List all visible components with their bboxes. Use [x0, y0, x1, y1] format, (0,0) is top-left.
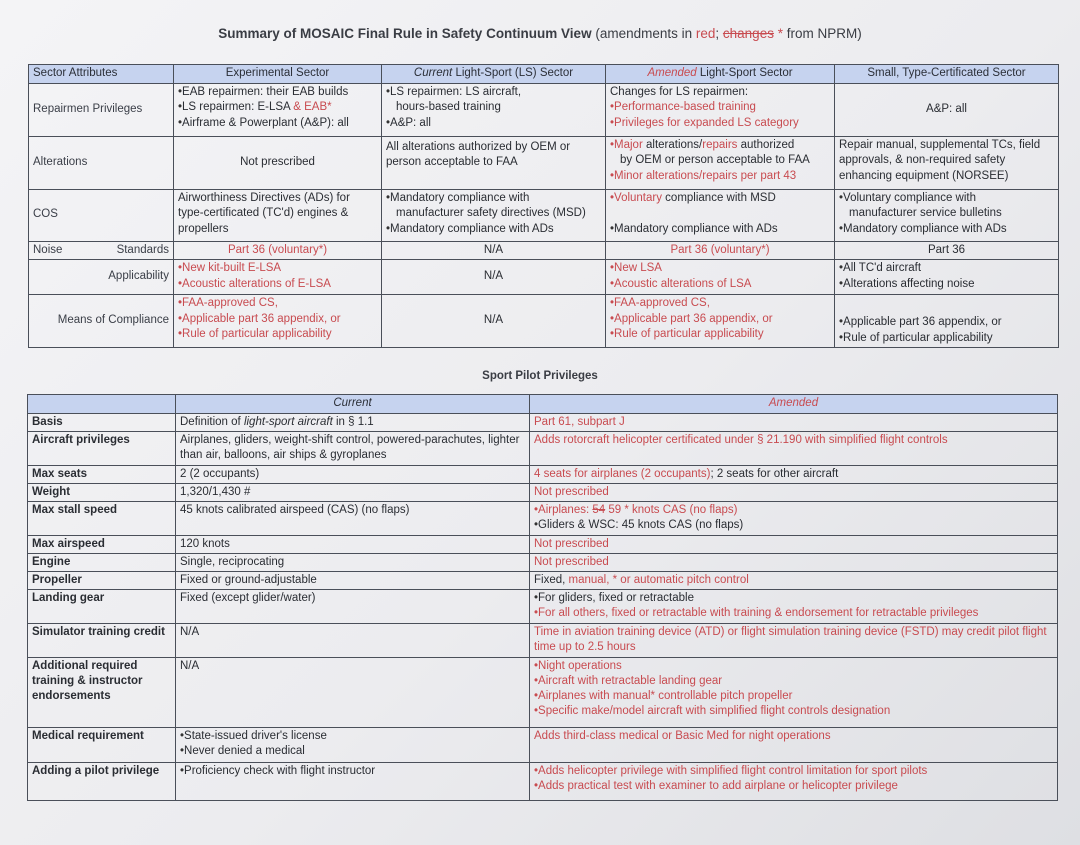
cell: Part 36 (voluntary*): [174, 241, 382, 260]
cell: • State-issued driver's license • Never denied a medical: [176, 727, 530, 762]
header-current-ls: Current Light-Sport (LS) Sector: [382, 65, 606, 84]
cell: • FAA-approved CS, • Applicable part 36 appendix, or • Rule of particular applicability: [606, 295, 835, 348]
row-label-cos: COS: [29, 189, 174, 241]
header-experimental: Experimental Sector: [174, 65, 382, 84]
row-label-noise-standards: Noise Standards: [29, 241, 174, 260]
cell: • Proficiency check with flight instructor: [176, 762, 530, 800]
cell: N/A: [382, 295, 606, 348]
cell: • Major alterations/repairs authorized by OEM or person acceptable to FAA • Minor alterations/repairs per part 43: [606, 136, 835, 189]
header-small-tc: Small, Type-Certificated Sector: [835, 65, 1059, 84]
cell: 4 seats for airplanes (2 occupants); 2 seats for other aircraft: [530, 465, 1058, 483]
table-row: [29, 295, 1059, 348]
table-row: [28, 623, 1058, 657]
cell: Changes for LS repairmen: • Performance-based training • Privileges for expanded LS category: [606, 83, 835, 136]
table-row: [28, 657, 1058, 727]
cell: N/A: [176, 623, 530, 657]
cell: Not prescribed: [530, 483, 1058, 501]
row-label-applicability: Applicability: [29, 260, 174, 295]
header-amended-ls: Amended Light-Sport Sector: [606, 65, 835, 84]
cell: Fixed (except glider/water): [176, 589, 530, 623]
table-row: [28, 535, 1058, 553]
table-row: [28, 413, 1058, 431]
row-label: Simulator training credit: [28, 623, 176, 657]
row-label: Max airspeed: [28, 535, 176, 553]
table-row: [28, 571, 1058, 589]
table-row: [28, 431, 1058, 465]
cell: 2 (2 occupants): [176, 465, 530, 483]
cell: Part 36 (voluntary*): [606, 241, 835, 260]
row-label: Propeller: [28, 571, 176, 589]
cell: 1,320/1,430 #: [176, 483, 530, 501]
cell: • New kit-built E-LSA • Acoustic alterations of E-LSA: [174, 260, 382, 295]
cell: Adds rotorcraft helicopter certificated under § 21.190 with simplified flight controls: [530, 431, 1058, 465]
cell: • Voluntary compliance with MSD • Mandatory compliance with ADs: [606, 189, 835, 241]
cell: 120 knots: [176, 535, 530, 553]
row-label: Landing gear: [28, 589, 176, 623]
cell: • FAA-approved CS, • Applicable part 36 appendix, or • Rule of particular applicability: [174, 295, 382, 348]
table-row: [28, 589, 1058, 623]
cell: Not prescribed: [530, 553, 1058, 571]
section-title: Sport Pilot Privileges: [482, 370, 598, 382]
row-label-means-of-compliance: Means of Compliance: [29, 295, 174, 348]
row-label: Max stall speed: [28, 501, 176, 535]
table-row: [29, 83, 1059, 136]
cell: Adds third-class medical or Basic Med for night operations: [530, 727, 1058, 762]
table-row: [28, 465, 1058, 483]
table-row: [29, 241, 1059, 260]
cell: • For gliders, fixed or retractable • For all others, fixed or retractable with training & endorsement for retractable privileges: [530, 589, 1058, 623]
row-label-alterations: Alterations: [29, 136, 174, 189]
table-row: [28, 553, 1058, 571]
cell: Part 36: [835, 241, 1059, 260]
row-label: Additional required training & instructor endorsements: [28, 657, 176, 727]
cell: Not prescribed: [174, 136, 382, 189]
row-label: Engine: [28, 553, 176, 571]
table-row: [28, 762, 1058, 800]
cell: • Mandatory compliance with manufacturer safety directives (MSD) • Mandatory compliance with ADs: [382, 189, 606, 241]
cell: 45 knots calibrated airspeed (CAS) (no flaps): [176, 501, 530, 535]
cell: • New LSA • Acoustic alterations of LSA: [606, 260, 835, 295]
cell: Fixed or ground-adjustable: [176, 571, 530, 589]
cell: Definition of light-sport aircraft in § 1.1: [176, 413, 530, 431]
table-header-row: [29, 65, 1059, 84]
cell: Repair manual, supplemental TCs, field approvals, & non-required safety enhancing equipment (NORSEE): [835, 136, 1059, 189]
cell: Single, reciprocating: [176, 553, 530, 571]
cell: Not prescribed: [530, 535, 1058, 553]
cell: N/A: [176, 657, 530, 727]
document-title: Summary of MOSAIC Final Rule in Safety Continuum View (amendments in red; changes * from NPRM): [218, 26, 862, 41]
sport-pilot-table: [27, 394, 1058, 801]
row-label: Medical requirement: [28, 727, 176, 762]
cell: N/A: [382, 241, 606, 260]
table-header-row: [28, 395, 1058, 414]
table-row: [28, 727, 1058, 762]
cell: Fixed, manual, * or automatic pitch control: [530, 571, 1058, 589]
cell: Part 61, subpart J: [530, 413, 1058, 431]
header-blank: [28, 395, 176, 414]
cell: • LS repairmen: LS aircraft, hours-based training • A&P: all: [382, 83, 606, 136]
row-label: Weight: [28, 483, 176, 501]
cell: Time in aviation training device (ATD) or flight simulation training device (FSTD) may credit pilot flight time up to 2.5 hours: [530, 623, 1058, 657]
cell: Airworthiness Directives (ADs) for type-certificated (TC'd) engines & propellers: [174, 189, 382, 241]
cell: Airplanes, gliders, weight-shift control, powered-parachutes, lighter than air, balloons, air ships & gyroplanes: [176, 431, 530, 465]
row-label: Max seats: [28, 465, 176, 483]
table-row: [29, 189, 1059, 241]
table-row: [29, 136, 1059, 189]
safety-continuum-table: [28, 64, 1059, 348]
row-label: Basis: [28, 413, 176, 431]
table-row: [29, 260, 1059, 295]
cell: • EAB repairmen: their EAB builds • LS repairmen: E-LSA & EAB* • Airframe & Powerplant (A&P): all: [174, 83, 382, 136]
cell: All alterations authorized by OEM or person acceptable to FAA: [382, 136, 606, 189]
row-label: Adding a pilot privilege: [28, 762, 176, 800]
table-row: [28, 483, 1058, 501]
table-row: [28, 501, 1058, 535]
cell: • Voluntary compliance with manufacturer service bulletins • Mandatory compliance with ADs: [835, 189, 1059, 241]
cell: • All TC'd aircraft • Alterations affecting noise: [835, 260, 1059, 295]
cell: N/A: [382, 260, 606, 295]
cell: • Night operations • Aircraft with retractable landing gear • Airplanes with manual* controllable pitch propeller • Specific make/model aircraft with simplified flight controls designation: [530, 657, 1058, 727]
cell: • Airplanes: 54 59 * knots CAS (no flaps) • Gliders & WSC: 45 knots CAS (no flaps): [530, 501, 1058, 535]
header-sector-attributes: Sector Attributes: [29, 65, 174, 84]
row-label-repairmen: Repairmen Privileges: [29, 83, 174, 136]
row-label: Aircraft privileges: [28, 431, 176, 465]
cell: • Adds helicopter privilege with simplified flight control limitation for sport pilots • Adds practical test with examiner to add airplane or helicopter privilege: [530, 762, 1058, 800]
header-current: Current: [176, 395, 530, 414]
cell: A&P: all: [835, 83, 1059, 136]
cell: • Applicable part 36 appendix, or • Rule of particular applicability: [835, 295, 1059, 348]
header-amended: Amended: [530, 395, 1058, 414]
